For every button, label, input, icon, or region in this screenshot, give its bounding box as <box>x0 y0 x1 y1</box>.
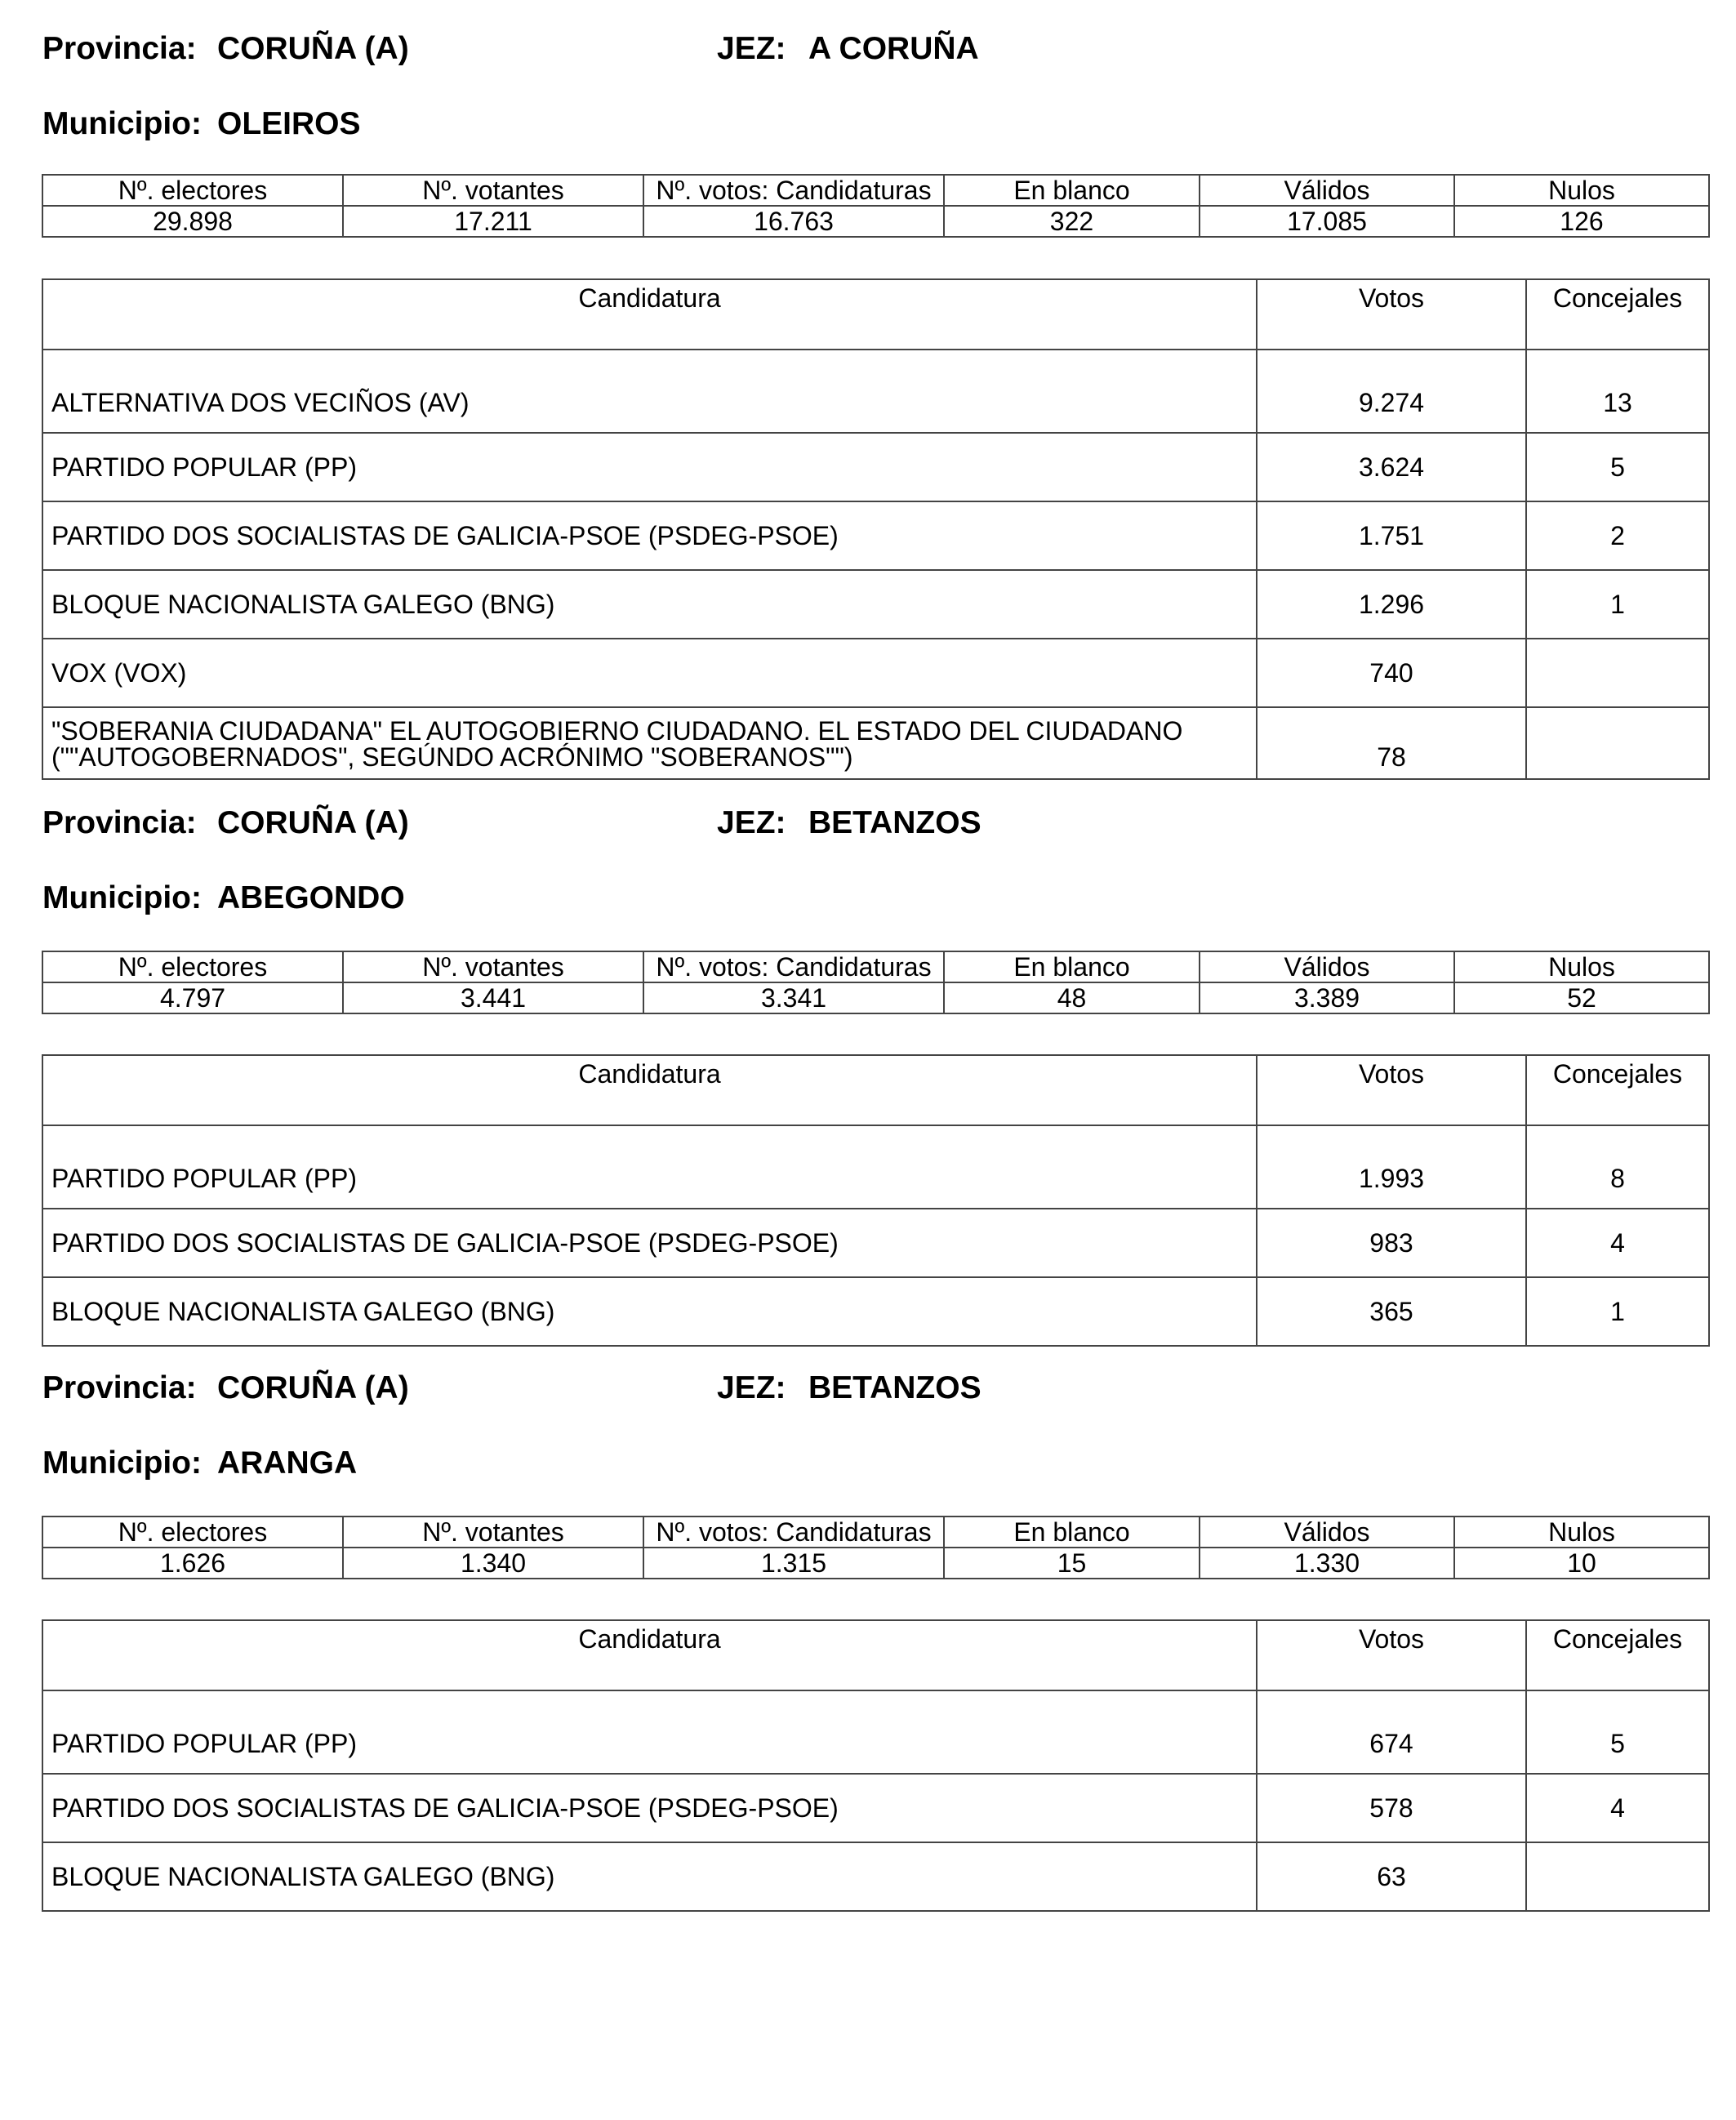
stats-value: 322 <box>944 206 1200 237</box>
table-row <box>42 1277 1709 1346</box>
candidatura-name: ALTERNATIVA DOS VECIÑOS (AV) <box>42 350 1257 433</box>
candidatura-concejales <box>1526 707 1709 779</box>
stats-header: Nº. electores <box>42 175 343 206</box>
provincia-label: Provincia: <box>42 31 197 66</box>
stats-table <box>42 951 1710 1014</box>
table-row <box>42 639 1709 707</box>
candidatura-name-line: "SOBERANIA CIUDADANA" EL AUTOGOBIERNO CIUDADANO. EL ESTADO DEL CIUDADANO <box>51 716 1183 746</box>
stats-header: En blanco <box>944 1517 1200 1548</box>
jez-label: JEZ: <box>717 31 786 66</box>
municipio-value: OLEIROS <box>217 106 361 141</box>
candidatura-votos: 740 <box>1257 639 1526 707</box>
candidatura-concejales: 13 <box>1526 350 1709 433</box>
table-row <box>42 1209 1709 1277</box>
stats-value-row <box>42 982 1709 1013</box>
provincia-value: CORUÑA (A) <box>217 31 409 66</box>
stats-header: Nulos <box>1454 1517 1709 1548</box>
candidatura-concejales: 5 <box>1526 433 1709 501</box>
jez-value: BETANZOS <box>808 1370 982 1405</box>
stats-value: 4.797 <box>42 982 343 1013</box>
table-row <box>42 570 1709 639</box>
stats-value: 1.626 <box>42 1548 343 1579</box>
candidatura-name: PARTIDO POPULAR (PP) <box>42 1690 1257 1774</box>
stats-header-row <box>42 175 1709 206</box>
table-row <box>42 501 1709 570</box>
municipio-label: Municipio: <box>42 106 202 141</box>
stats-value: 52 <box>1454 982 1709 1013</box>
candidaturas-header-row <box>42 279 1709 350</box>
table-row <box>42 1774 1709 1842</box>
candidatura-votos: 63 <box>1257 1842 1526 1911</box>
stats-header: Válidos <box>1200 175 1454 206</box>
cand-header: Concejales <box>1526 279 1709 350</box>
table-row <box>42 1842 1709 1911</box>
stats-header: En blanco <box>944 175 1200 206</box>
candidatura-concejales <box>1526 639 1709 707</box>
candidatura-concejales: 5 <box>1526 1690 1709 1774</box>
cand-header: Votos <box>1257 279 1526 350</box>
provincia-label: Provincia: <box>42 1370 197 1405</box>
candidatura-votos: 1.751 <box>1257 501 1526 570</box>
jez-label: JEZ: <box>717 805 786 840</box>
stats-value: 10 <box>1454 1548 1709 1579</box>
candidatura-votos: 674 <box>1257 1690 1526 1774</box>
candidatura-concejales <box>1526 1842 1709 1911</box>
candidatura-name: PARTIDO POPULAR (PP) <box>42 433 1257 501</box>
candidatura-concejales: 2 <box>1526 501 1709 570</box>
stats-value: 126 <box>1454 206 1709 237</box>
candidaturas-table <box>42 1054 1710 1347</box>
candidatura-name: PARTIDO POPULAR (PP) <box>42 1125 1257 1209</box>
candidatura-votos: 365 <box>1257 1277 1526 1346</box>
municipio-value: ARANGA <box>217 1445 358 1481</box>
jez-value: BETANZOS <box>808 805 982 840</box>
candidatura-concejales: 8 <box>1526 1125 1709 1209</box>
cand-header: Concejales <box>1526 1055 1709 1125</box>
stats-value: 29.898 <box>42 206 343 237</box>
candidaturas-header-row <box>42 1055 1709 1125</box>
stats-header: Nº. votos: Candidaturas <box>643 1517 944 1548</box>
stats-value-row <box>42 206 1709 237</box>
stats-table <box>42 174 1710 238</box>
table-row <box>42 350 1709 433</box>
stats-value: 3.389 <box>1200 982 1454 1013</box>
municipio-value: ABEGONDO <box>217 880 405 915</box>
candidatura-name: PARTIDO DOS SOCIALISTAS DE GALICIA-PSOE (PSDEG-PSOE) <box>42 1209 1257 1277</box>
stats-header: Nulos <box>1454 175 1709 206</box>
stats-value: 17.211 <box>343 206 643 237</box>
candidatura-name <box>42 707 1257 779</box>
stats-header-row <box>42 1517 1709 1548</box>
candidatura-votos: 578 <box>1257 1774 1526 1842</box>
candidatura-votos: 78 <box>1257 707 1526 779</box>
candidatura-votos: 1.296 <box>1257 570 1526 639</box>
municipio-label: Municipio: <box>42 1445 202 1481</box>
stats-header: Válidos <box>1200 951 1454 982</box>
stats-value: 48 <box>944 982 1200 1013</box>
jez-label: JEZ: <box>717 1370 786 1405</box>
candidatura-name: BLOQUE NACIONALISTA GALEGO (BNG) <box>42 1842 1257 1911</box>
provincia-label: Provincia: <box>42 805 197 840</box>
stats-header: Nº. votos: Candidaturas <box>643 951 944 982</box>
candidaturas-table <box>42 278 1710 780</box>
jez-value: A CORUÑA <box>808 31 979 66</box>
municipio-label: Municipio: <box>42 880 202 915</box>
stats-value-row <box>42 1548 1709 1579</box>
stats-value: 3.341 <box>643 982 944 1013</box>
stats-value: 3.441 <box>343 982 643 1013</box>
stats-header: Nº. votantes <box>343 1517 643 1548</box>
candidaturas-table <box>42 1619 1710 1912</box>
stats-header-row <box>42 951 1709 982</box>
cand-header: Candidatura <box>42 1620 1257 1690</box>
table-row <box>42 1690 1709 1774</box>
stats-header: Nº. votantes <box>343 951 643 982</box>
stats-header: Válidos <box>1200 1517 1454 1548</box>
table-row <box>42 707 1709 779</box>
candidatura-concejales: 1 <box>1526 1277 1709 1346</box>
cand-header: Votos <box>1257 1620 1526 1690</box>
cand-header: Concejales <box>1526 1620 1709 1690</box>
candidatura-name: BLOQUE NACIONALISTA GALEGO (BNG) <box>42 570 1257 639</box>
stats-table <box>42 1516 1710 1579</box>
cand-header: Candidatura <box>42 1055 1257 1125</box>
candidaturas-header-row <box>42 1620 1709 1690</box>
stats-value: 1.330 <box>1200 1548 1454 1579</box>
candidatura-votos: 983 <box>1257 1209 1526 1277</box>
cand-header: Candidatura <box>42 279 1257 350</box>
table-row <box>42 433 1709 501</box>
table-row <box>42 1125 1709 1209</box>
candidatura-votos: 9.274 <box>1257 350 1526 433</box>
stats-header: Nº. votantes <box>343 175 643 206</box>
candidatura-name: BLOQUE NACIONALISTA GALEGO (BNG) <box>42 1277 1257 1346</box>
stats-header: Nº. electores <box>42 951 343 982</box>
stats-header: Nº. electores <box>42 1517 343 1548</box>
stats-value: 1.315 <box>643 1548 944 1579</box>
stats-header: En blanco <box>944 951 1200 982</box>
candidatura-concejales: 1 <box>1526 570 1709 639</box>
stats-value: 16.763 <box>643 206 944 237</box>
candidatura-concejales: 4 <box>1526 1774 1709 1842</box>
cand-header: Votos <box>1257 1055 1526 1125</box>
candidatura-name: PARTIDO DOS SOCIALISTAS DE GALICIA-PSOE (PSDEG-PSOE) <box>42 501 1257 570</box>
stats-value: 1.340 <box>343 1548 643 1579</box>
stats-header: Nº. votos: Candidaturas <box>643 175 944 206</box>
candidatura-name-line: (""AUTOGOBERNADOS", SEGÚNDO ACRÓNIMO "SOBERANOS"") <box>51 742 853 772</box>
candidatura-votos: 1.993 <box>1257 1125 1526 1209</box>
stats-value: 15 <box>944 1548 1200 1579</box>
candidatura-name: PARTIDO DOS SOCIALISTAS DE GALICIA-PSOE (PSDEG-PSOE) <box>42 1774 1257 1842</box>
candidatura-concejales: 4 <box>1526 1209 1709 1277</box>
provincia-value: CORUÑA (A) <box>217 1370 409 1405</box>
candidatura-name: VOX (VOX) <box>42 639 1257 707</box>
provincia-value: CORUÑA (A) <box>217 805 409 840</box>
stats-header: Nulos <box>1454 951 1709 982</box>
stats-value: 17.085 <box>1200 206 1454 237</box>
candidatura-votos: 3.624 <box>1257 433 1526 501</box>
